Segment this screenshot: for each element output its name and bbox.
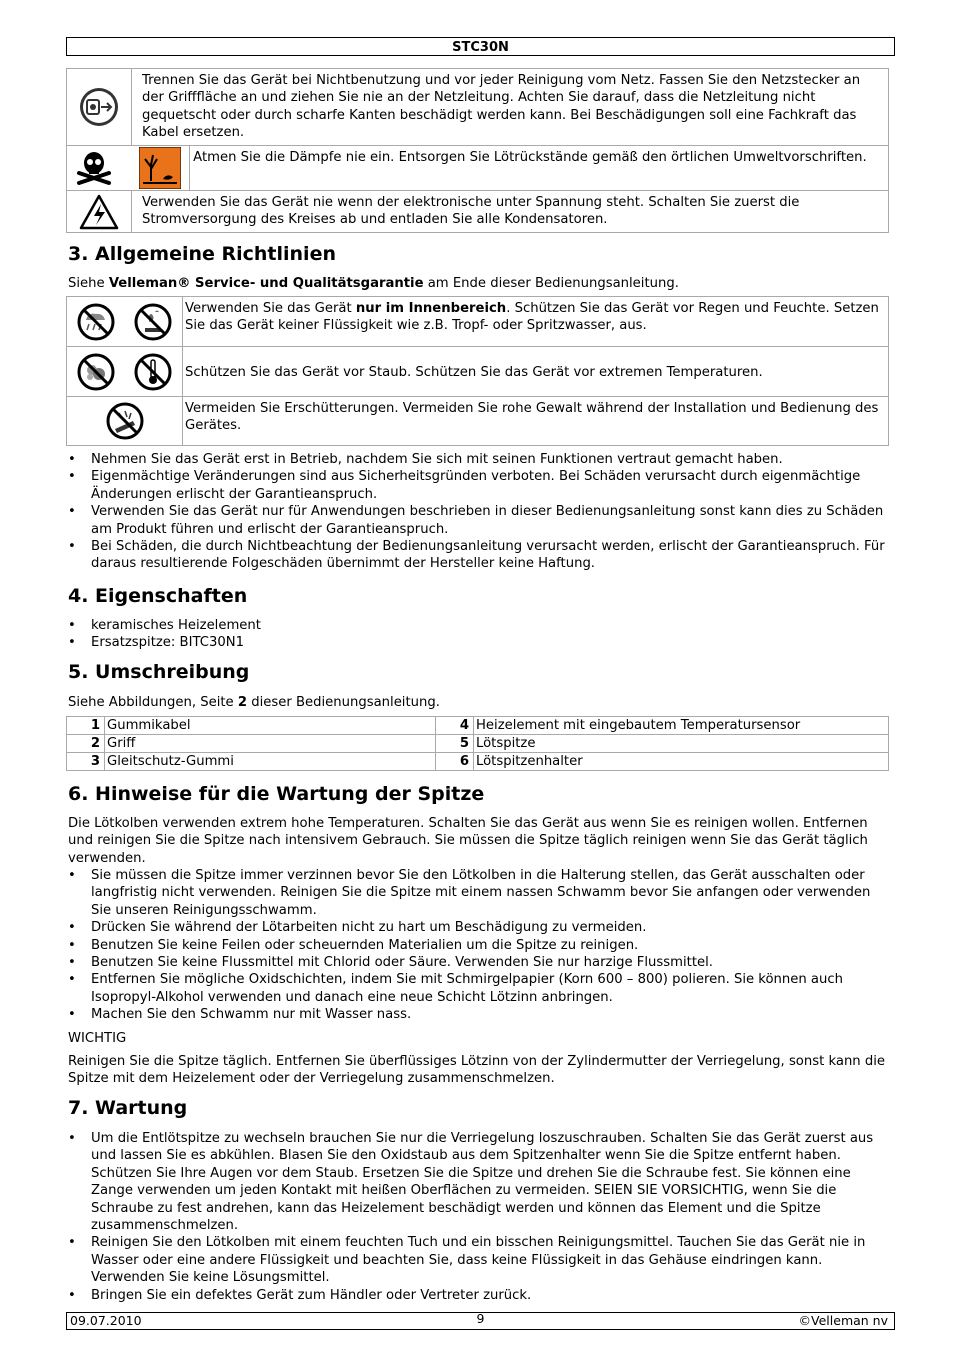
- guideline-icon-cell: [67, 297, 183, 347]
- intro-text: am Ende dieser Bedienungsanleitung.: [423, 276, 679, 291]
- list-item: • Benutzen Sie keine Feilen oder scheuernden Materialien um die Spitze zu reinigen.: [68, 937, 890, 954]
- no-extreme-temperature-icon: [133, 352, 173, 392]
- safety-icon-cell: [67, 146, 190, 191]
- list-item: • Bringen Sie ein defektes Gerät zum Händler oder Vertreter zurück.: [68, 1287, 890, 1304]
- safety-icon-cell: [67, 69, 132, 146]
- section-4-title: 4. Eigenschaften: [68, 585, 248, 607]
- section-5-title: 5. Umschreibung: [68, 661, 250, 683]
- list-item: • Eigenmächtige Veränderungen sind aus Sicherheitsgründen verboten. Bei Schäden verursacht durch eigenmächtige Änderungen erlischt der Garantieanspruch.: [68, 468, 890, 503]
- part-label: Heizelement mit eingebautem Temperatursensor: [474, 717, 889, 735]
- intro-text: dieser Bedienungsanleitung.: [247, 695, 440, 710]
- electric-shock-warning-icon: [79, 194, 119, 230]
- safety-row: [67, 69, 889, 146]
- list-item: • Sie müssen die Spitze immer verzinnen bevor Sie den Lötkolben in die Halterung stellen, das Gerät ausschalten oder langfristig nicht verwenden. Reinigen Sie die Spitze mit einem nassen Schwamm bevor Sie anfangen oder verwenden Sie unseren Reinigungsschwamm.: [68, 867, 890, 919]
- unplug-icon: [79, 87, 119, 127]
- part-number: 6: [436, 753, 474, 771]
- guideline-icon-cell: [67, 397, 183, 446]
- intro-text: Siehe Abbildungen, Seite: [68, 695, 238, 710]
- list-item: • Verwenden Sie das Gerät nur für Anwendungen beschrieben in dieser Bedienungsanleitung sonst kann dies zu Schäden am Produkt führen und erlischt der Garantieanspruch.: [68, 503, 890, 538]
- part-number: 3: [67, 753, 105, 771]
- section-4-bullets: [68, 617, 890, 652]
- section-6-title: 6. Hinweise für die Wartung der Spitze: [68, 783, 485, 805]
- list-item: • Drücken Sie während der Lötarbeiten nicht zu hart um Beschädigung zu vermeiden.: [68, 919, 890, 936]
- footer-date: 09.07.2010: [70, 1313, 142, 1328]
- footer-copyright: ©Velleman nv: [798, 1313, 888, 1328]
- section-3-bullets: [68, 451, 890, 573]
- part-label: Lötspitzenhalter: [474, 753, 889, 771]
- part-label: Gummikabel: [105, 717, 436, 735]
- table-row: [67, 735, 889, 753]
- guideline-text: Schützen Sie das Gerät vor Staub. Schützen Sie das Gerät vor extremen Temperaturen.: [183, 347, 889, 397]
- important-label: WICHTIG: [68, 1031, 127, 1046]
- part-number: 5: [436, 735, 474, 753]
- safety-text: Atmen Sie die Dämpfe nie ein. Entsorgen Sie Lötrückstände gemäß den örtlichen Umweltvorschriften.: [190, 146, 889, 191]
- part-number: 1: [67, 717, 105, 735]
- page-header-model: STC30N: [66, 37, 895, 56]
- section-3-title: 3. Allgemeine Richtlinien: [68, 243, 336, 265]
- list-item: • keramisches Heizelement: [68, 617, 890, 634]
- safety-text: Verwenden Sie das Gerät nie wenn der elektronische unter Spannung steht. Schalten Sie zuerst die Stromversorgung des Kreises ab und entladen Sie alle Kondensatoren.: [132, 191, 889, 233]
- part-label: Gleitschutz-Gummi: [105, 753, 436, 771]
- table-row: [67, 717, 889, 735]
- page-footer: [66, 1312, 895, 1330]
- list-item: • Um die Entlötspitze zu wechseln brauchen Sie nur die Verriegelung loszuschrauben. Schalten Sie das Gerät zuerst aus und lassen Sie es abkühlen. Blasen Sie den Oxidstaub aus dem Spitzenhalter wenn Sie die Spitze entfernt haben. Schützen Sie Ihre Augen vor dem Staub. Ersetzen Sie die Spitze und drehen Sie die Schraube fest. Sie können eine Zange verwenden um jeden Kontakt mit heißen Oberflächen zu vermeiden. SEIEN SIE VORSICHTIG, wenn Sie die Schraube zu fest andrehen, kann das Heizelement beschädigt werden und können das Element und die Spitze zusammenschmelzen.: [68, 1130, 890, 1234]
- safety-icon-cell: [67, 191, 132, 233]
- guideline-row: [67, 297, 889, 347]
- safety-row: [67, 191, 889, 233]
- part-number: 4: [436, 717, 474, 735]
- guideline-text: Vermeiden Sie Erschütterungen. Vermeiden Sie rohe Gewalt während der Installation und Bedienung des Gerätes.: [183, 397, 889, 446]
- guideline-text-bold: nur im Innenbereich: [355, 301, 507, 316]
- guideline-row: [67, 397, 889, 446]
- guideline-row: [67, 347, 889, 397]
- guidelines-table: [66, 296, 889, 446]
- safety-row: [67, 146, 889, 191]
- no-dust-icon: [76, 352, 116, 392]
- section-3-intro: [68, 275, 890, 292]
- list-item: • Machen Sie den Schwamm nur mit Wasser nass.: [68, 1006, 890, 1023]
- part-label: Lötspitze: [474, 735, 889, 753]
- part-label: Griff: [105, 735, 436, 753]
- parts-table: [66, 716, 889, 771]
- environment-hazard-icon: [139, 147, 181, 189]
- important-text: Reinigen Sie die Spitze täglich. Entfernen Sie überflüssiges Lötzinn von der Zylindermutter der Verriegelung, sonst kann die Spitze mit dem Heizelement oder der Verriegelung zusammenschmelzen.: [68, 1054, 886, 1087]
- list-item: • Nehmen Sie das Gerät erst in Betrieb, nachdem Sie sich mit seinen Funktionen vertraut gemacht haben.: [68, 451, 890, 468]
- safety-text: Trennen Sie das Gerät bei Nichtbenutzung und vor jeder Reinigung vom Netz. Fassen Sie den Netzstecker an der Grifffläche an und ziehen Sie nie an der Netzleitung. Achten Sie darauf, dass die Netzleitung nicht gequetscht oder durch scharfe Kanten beschädigt werden kann. Bei Beschädigungen soll eine Fachkraft das Kabel ersetzen.: [132, 69, 889, 146]
- guideline-text: [183, 297, 889, 347]
- list-item: • Entfernen Sie mögliche Oxidschichten, indem Sie mit Schmirgelpapier (Korn 600 – 800) polieren. Sie können auch Isopropyl-Alkohol verwenden und danach eine neue Schicht Lötzinn anbringen.: [68, 971, 890, 1006]
- section-5-intro: [68, 694, 890, 711]
- no-shock-icon: [105, 401, 145, 441]
- no-rain-icon: [76, 302, 116, 342]
- part-number: 2: [67, 735, 105, 753]
- guideline-icon-cell: [67, 347, 183, 397]
- guideline-text-part: . Schützen Sie das Gerät vor Regen und Feuchte. Setzen Sie das Gerät keiner Flüssigkeit wie z.B. Tropf- oder Spritzwasser, aus.: [185, 301, 879, 334]
- no-splash-icon: [133, 302, 173, 342]
- list-item: • Reinigen Sie den Lötkolben mit einem feuchten Tuch und ein bisschen Reinigungsmittel. Tauchen Sie das Gerät nie in Wasser oder eine andere Flüssigkeit und beachten Sie, dass keine Flüssigkeit in das Gehäuse eindringen kann. Verwenden Sie keine Lösungsmittel.: [68, 1234, 890, 1286]
- section-6-bullets: [68, 867, 890, 1024]
- guideline-text-part: Verwenden Sie das Gerät: [185, 301, 356, 316]
- safety-table: [66, 68, 889, 233]
- section-7-bullets: [68, 1130, 890, 1304]
- section-6-intro: Die Lötkolben verwenden extrem hohe Temperaturen. Schalten Sie das Gerät aus wenn Sie es reinigen wollen. Entfernen und reinigen Sie die Spitze nach intensivem Gebrauch. Sie müssen die Spitze täglich reinigen wenn Sie das Gerät täglich verwenden.: [68, 816, 868, 866]
- table-row: [67, 753, 889, 771]
- footer-page-number: 9: [476, 1311, 485, 1326]
- list-item: • Benutzen Sie keine Flussmittel mit Chlorid oder Säure. Verwenden Sie nur harzige Flussmittel.: [68, 954, 890, 971]
- skull-crossbones-icon: [75, 149, 113, 187]
- list-item: • Bei Schäden, die durch Nichtbeachtung der Bedienungsanleitung verursacht werden, erlischt der Garantieanspruch. Für daraus resultierende Folgeschäden übernimmt der Hersteller keine Haftung.: [68, 538, 890, 573]
- list-item: • Ersatzspitze: BITC30N1: [68, 634, 890, 651]
- intro-bold: Velleman® Service- und Qualitätsgarantie: [108, 276, 424, 291]
- intro-text: Siehe: [68, 276, 109, 291]
- intro-bold: 2: [237, 695, 248, 710]
- section-7-title: 7. Wartung: [68, 1097, 188, 1119]
